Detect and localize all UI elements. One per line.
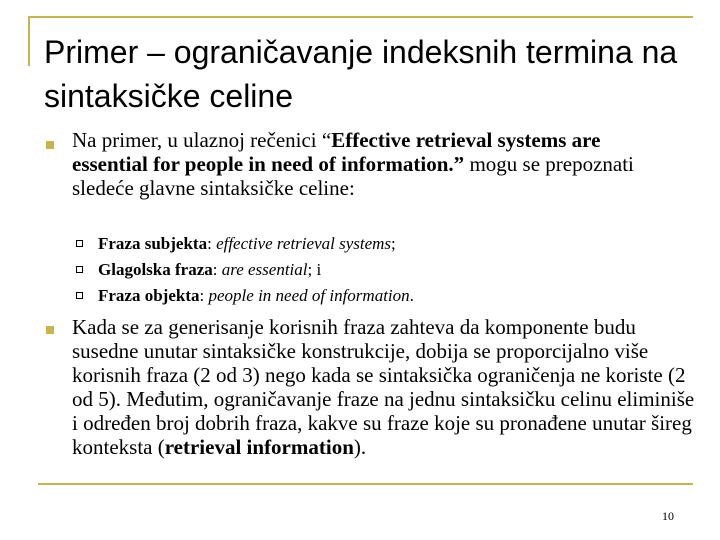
subitem-label: Fraza subjekta	[98, 234, 208, 253]
bullet2-text: Kada se za generisanje korisnih fraza zahteva da komponente budu susedne unutar sintaksičke konstrukcije, dobija se proporcijalno više korisnih fraza (2 od 3) nego kada se sintaksička ograničenja ne koriste (2 od 5). Međutim, ograničavanje fraze na jednu sintaksičku celinu eliminiše i određen broj dobrih fraza, kakve su fraze koje su pronađene unutar šireg konteksta (	[72, 315, 695, 459]
page-number: 10	[662, 509, 674, 523]
bullet1-lead: Na primer, u ulaznoj rečenici “	[72, 128, 332, 152]
subitem-sep: :	[207, 234, 217, 253]
bullet2-bold: retrieval information	[164, 435, 354, 459]
subitem-3	[98, 285, 414, 307]
subitem-end: ; i	[307, 260, 322, 279]
subitem-sep: :	[212, 260, 222, 279]
bullet-marker	[46, 141, 54, 149]
subitem-label: Fraza objekta	[98, 286, 200, 305]
subitem-value: are essential	[221, 260, 308, 279]
sub-bullet-marker	[76, 240, 83, 247]
bullet-paragraph-2	[72, 315, 697, 459]
subitem-value: people in need of information	[208, 286, 410, 305]
bullet2-end: ).	[353, 435, 367, 459]
subitem-sep: :	[199, 286, 209, 305]
bullet-paragraph-1	[72, 128, 642, 200]
subitem-value: effective retrieval systems	[216, 234, 392, 253]
subitem-end: ;	[391, 234, 396, 253]
subitem-end: .	[409, 286, 414, 305]
sub-bullet-marker	[76, 292, 83, 299]
top-rule	[28, 16, 693, 18]
slide-title: Primer – ograničavanje indeksnih termina na sintaksičke celine	[44, 34, 678, 114]
bullet-marker	[46, 326, 54, 334]
bullet1-tail: mogu se prepoznati sledeće glavne sintaksičke celine:	[72, 152, 634, 200]
sub-bullet-marker	[76, 266, 83, 273]
left-rule	[28, 16, 30, 66]
subitem-label: Glagolska fraza	[98, 260, 213, 279]
subitem-2	[98, 259, 321, 281]
bullet1-quote: Effective retrieval systems are essential for people in need of information.”	[72, 128, 601, 176]
bottom-rule	[38, 483, 693, 485]
subitem-1	[98, 233, 396, 255]
